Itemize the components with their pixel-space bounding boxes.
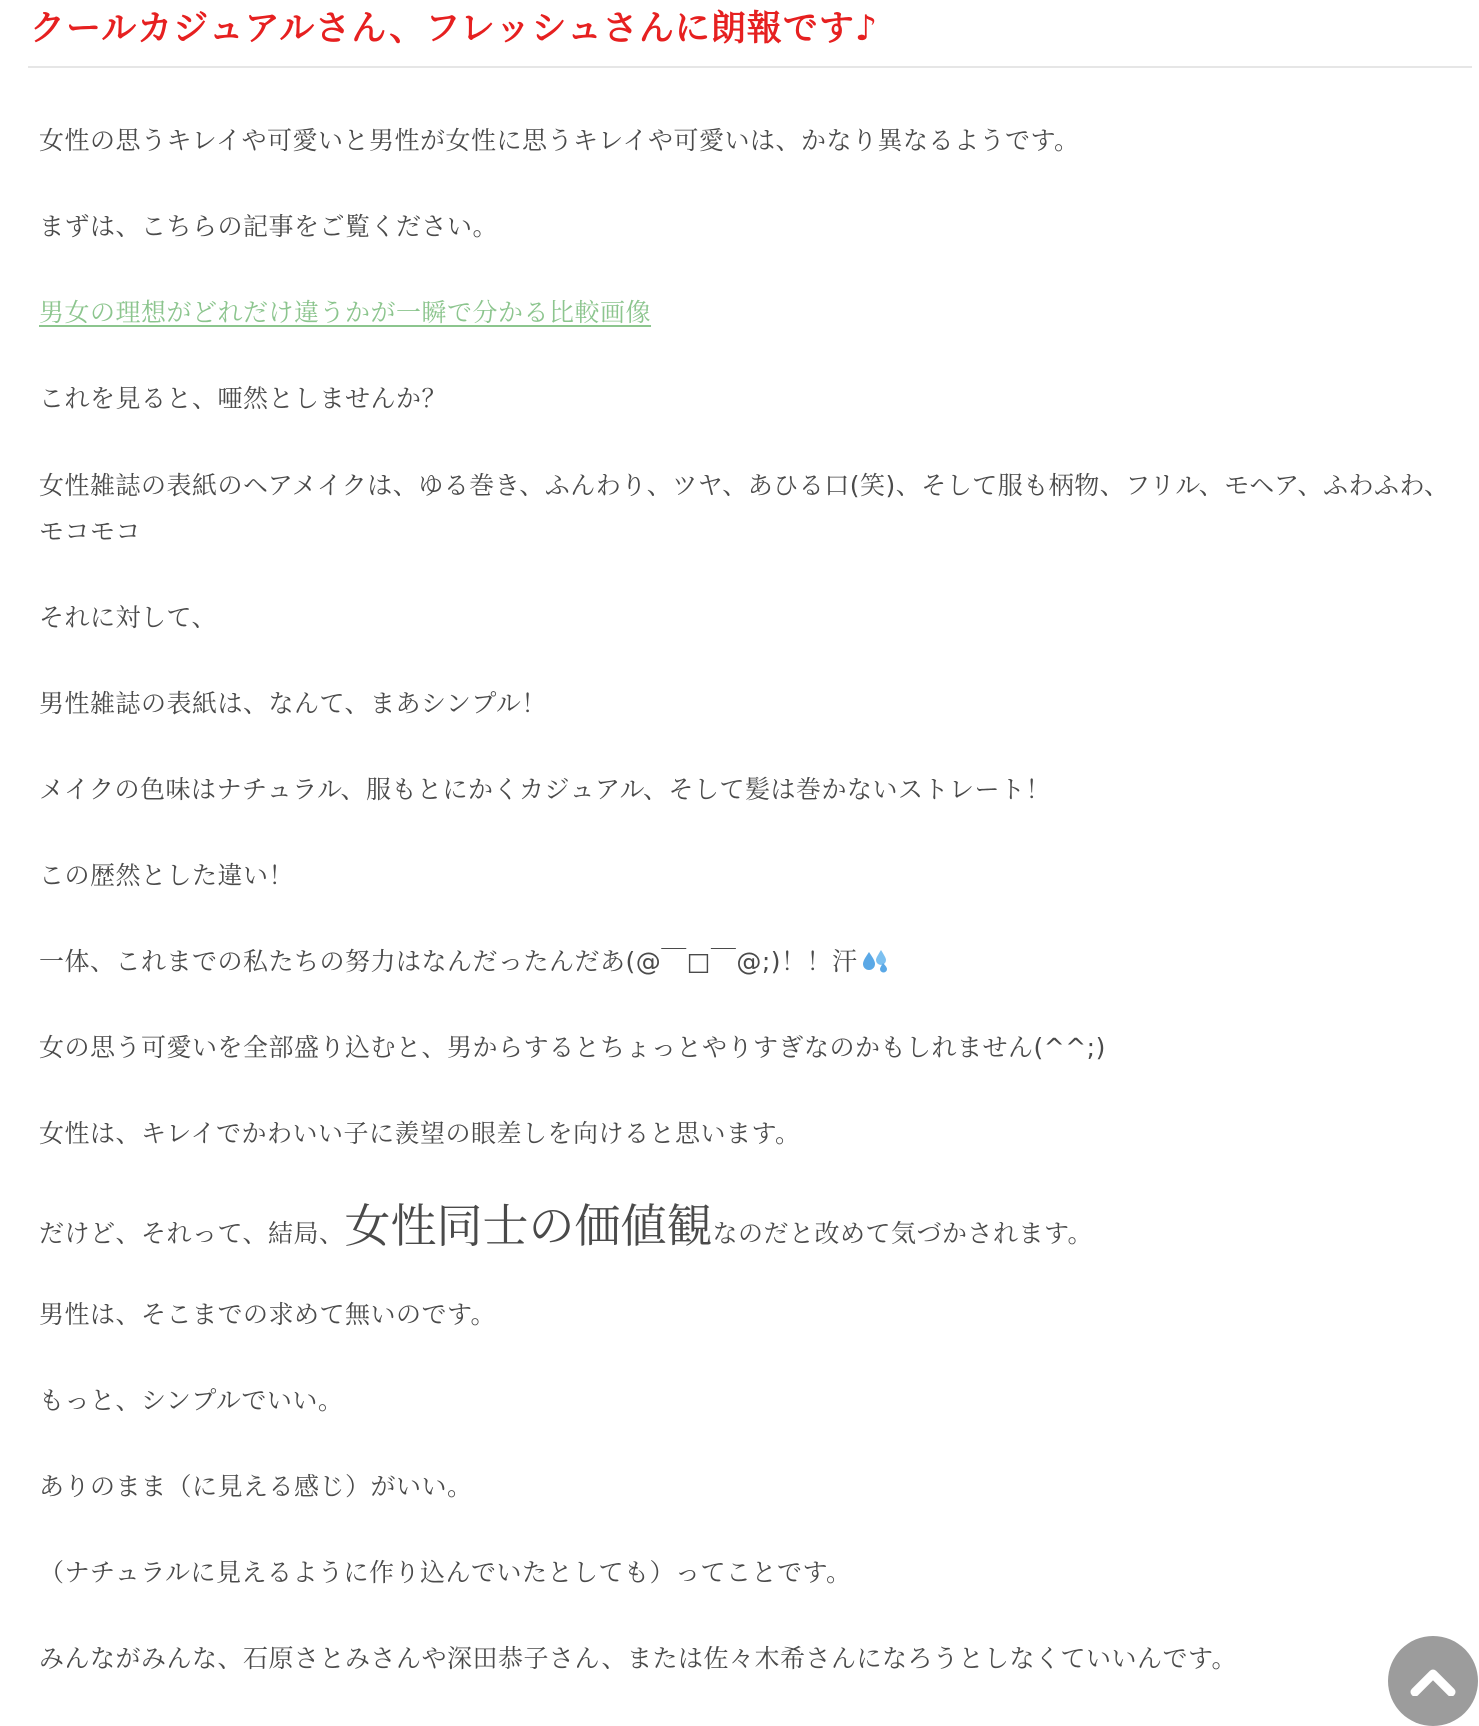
article-heading: クールカジュアルさん、フレッシュさんに朗報です♪ [30,9,879,49]
paragraph-6: 男性雑誌の表紙は、なんて、まあシンプル！ [39,689,547,718]
comparison-article-link[interactable]: 男女の理想がどれだけ違うかが一瞬で分かる比較画像 [39,298,652,327]
paragraph-9-text: 一体、これまでの私たちの努力はなんだったんだあ(@￣□￣@;)！！汗 [39,947,858,976]
chevron-up-icon [1410,1666,1456,1696]
paragraph-1: 女性の思うキレイや可愛いと男性が女性に思うキレイや可愛いは、かなり異なるようです。 [39,126,1080,155]
paragraph-16: （ナチュラルに見えるように作り込んでいたとしても）ってことです。 [39,1558,852,1587]
paragraph-12-tail: なのだと改めて気づかされます。 [712,1219,1094,1248]
paragraph-link [39,290,651,336]
paragraph-3: これを見ると、唖然としませんか？ [39,384,448,413]
paragraph-4: 女性雑誌の表紙のヘアメイクは、ゆる巻き、ふんわり、ツヤ、あひる口(笑)、そして服も柄物、フリル、モヘア、ふわふわ、モコモコ [39,471,1450,546]
paragraph-12 [39,1196,1093,1264]
paragraph-13: 男性は、そこまでの求めて無いのです。 [39,1300,497,1329]
paragraph-5: それに対して、 [39,603,218,632]
sweat-droplets-icon [860,948,890,974]
heading-divider [28,66,1472,68]
paragraph-17: みんながみんな、石原さとみさんや深田恭子さん、または佐々木希さんになろうとしなくていいんです。 [39,1644,1238,1673]
paragraph-9 [39,939,890,985]
paragraph-2: まずは、こちらの記事をご覧ください。 [39,212,499,241]
paragraph-7: メイクの色味はナチュラル、服もとにかくカジュアル、そして髪は巻かないストレート！ [39,775,1052,804]
paragraph-14: もっと、シンプルでいい。 [39,1386,344,1415]
paragraph-11: 女性は、キレイでかわいい子に羨望の眼差しを向けると思います。 [39,1119,801,1148]
scroll-to-top-button[interactable] [1388,1636,1478,1726]
emphasis-text: 女性同士の価値観 [344,1199,713,1253]
paragraph-10: 女の思う可愛いを全部盛り込むと、男からするとちょっとやりすぎなのかもしれません(^^;) [39,1033,1106,1062]
paragraph-12-lead: だけど、それって、結局、 [39,1219,345,1248]
paragraph-8: この歴然とした違い！ [39,861,295,890]
paragraph-15: ありのまま（に見える感じ）がいい。 [39,1472,473,1501]
